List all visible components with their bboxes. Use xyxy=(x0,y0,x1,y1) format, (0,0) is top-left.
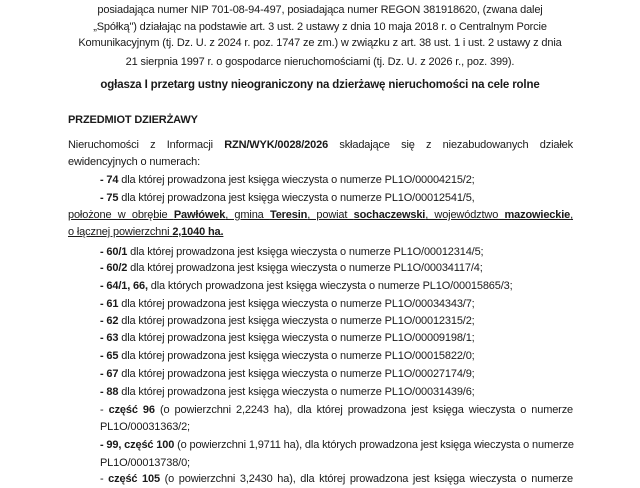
text-segment: - xyxy=(100,404,109,416)
bold-text: - 75 xyxy=(100,192,119,204)
parcel-item xyxy=(100,171,475,189)
bold-text: RZN/WYK/0028/2026 xyxy=(224,139,329,151)
text-segment: , xyxy=(570,209,574,221)
parcel-item xyxy=(100,436,573,454)
text-segment: dla której prowadzona jest księga wieczysta o numerze PL1O/00034117/4; xyxy=(127,262,483,274)
parcel-item xyxy=(100,312,475,330)
text-segment: „Spółką") działając na podstawie art. 3 ust. 2 ustawy z dnia 10 maja 2018 r. o Centralnym Porcie xyxy=(93,21,547,33)
bold-text: ogłasza I przetarg ustny nieograniczony na dzierżawę nieruchomości na cele rolne xyxy=(100,79,540,91)
text-segment: (o powierzchni 2,2243 ha), dla której prowadzona jest księga wieczysta o numerze xyxy=(154,404,574,416)
parcel-item xyxy=(100,295,475,313)
paragraph-line xyxy=(68,136,573,154)
intro-line xyxy=(60,1,580,19)
paragraph-line xyxy=(68,153,200,171)
text-segment: (o powierzchni 3,2430 ha), dla której prowadzona jest księga wieczysta o numerze xyxy=(159,473,573,485)
text-segment: dla której prowadzona jest księga wieczysta o numerze PL1O/00009198/1; xyxy=(118,332,475,344)
bold-text: PRZEDMIOT DZIERŻAWY xyxy=(68,114,198,126)
parcel-item xyxy=(100,347,475,365)
bold-text: - 60/1 xyxy=(100,246,128,258)
bold-text: Teresin xyxy=(269,209,308,221)
text-segment: PL1O/00013738/0; xyxy=(100,457,190,469)
text-segment: o łącznej powierzchni xyxy=(68,226,173,238)
text-segment: dla której prowadzona jest księga wieczysta o numerze PL1O/00027174/9; xyxy=(118,368,475,380)
section-heading xyxy=(68,111,198,129)
announcement-heading xyxy=(60,76,580,94)
parcel-item-cont xyxy=(100,418,190,436)
text-segment: 21 sierpnia 1997 r. o gospodarce nieruchomościami (tj. Dz. U. z 2026 r., poz. 399). xyxy=(125,56,515,68)
bold-text: - 61 xyxy=(100,298,119,310)
parcel-item xyxy=(100,383,475,401)
bold-text: - 64/1, 66, xyxy=(100,280,148,292)
bold-text: - 65 xyxy=(100,350,119,362)
text-segment: PL1O/00031363/2; xyxy=(100,421,190,433)
parcel-item xyxy=(100,470,573,488)
text-segment: Komunikacyjnym (tj. Dz. U. z 2024 r. poz. 1747 ze zm.) w związku z art. 38 ust. 1 i ust. 2 ustawy z dnia xyxy=(78,37,562,49)
bold-text: - 67 xyxy=(100,368,119,380)
text-segment: dla której prowadzona jest księga wieczysta o numerze PL1O/00012314/5; xyxy=(127,246,484,258)
text-segment: dla której prowadzona jest księga wieczysta o numerze PL1O/00012315/2; xyxy=(118,315,475,327)
parcel-item xyxy=(100,365,475,383)
text-segment: (o powierzchni 1,9711 ha), dla których prowadzona jest księga wieczysta o numerze xyxy=(174,439,574,451)
text-segment: dla której prowadzona jest księga wieczysta o numerze PL1O/00004215/2; xyxy=(118,174,475,186)
text-segment: dla której prowadzona jest księga wieczysta o numerze PL1O/00012541/5, xyxy=(118,192,475,204)
bold-text: 2,1040 ha. xyxy=(172,226,224,238)
text-segment: , powiat xyxy=(307,209,354,221)
bold-text: - 99, część 100 xyxy=(100,439,175,451)
intro-line xyxy=(60,53,580,71)
bold-text: sochaczewski xyxy=(353,209,426,221)
parcel-item xyxy=(100,189,475,207)
text-segment: posiadająca numer NIP 701-08-94-497, posiadająca numer REGON 381918620, (zwana dalej xyxy=(97,4,543,16)
bold-text: - 62 xyxy=(100,315,119,327)
text-segment: , gmina xyxy=(225,209,270,221)
bold-text: część 96 xyxy=(108,404,155,416)
bold-text: - 88 xyxy=(100,386,119,398)
bold-text: - 63 xyxy=(100,332,119,344)
text-segment: położone w obrębie xyxy=(68,209,174,221)
text-segment: - xyxy=(100,473,109,485)
total-area-line xyxy=(68,223,223,241)
bold-text: mazowieckie xyxy=(504,209,571,221)
text-segment: , województwo xyxy=(425,209,505,221)
text-segment: składające się z niezabudowanych działek xyxy=(328,139,573,151)
bold-text: Pawłówek xyxy=(173,209,226,221)
text-segment: ewidencyjnych o numerach: xyxy=(68,156,200,168)
text-segment: Nieruchomości z Informacji xyxy=(68,139,225,151)
bold-text: - 60/2 xyxy=(100,262,128,274)
intro-line xyxy=(60,34,580,52)
location-line xyxy=(68,206,573,224)
parcel-item xyxy=(100,401,573,419)
text-segment: dla której prowadzona jest księga wieczysta o numerze PL1O/00031439/6; xyxy=(118,386,475,398)
parcel-item xyxy=(100,259,483,277)
bold-text: część 105 xyxy=(108,473,160,485)
bold-text: - 74 xyxy=(100,174,119,186)
parcel-item xyxy=(100,277,513,295)
parcel-item xyxy=(100,329,475,347)
text-segment: dla której prowadzona jest księga wieczysta o numerze PL1O/00015822/0; xyxy=(118,350,475,362)
text-segment: dla których prowadzona jest księga wieczysta o numerze PL1O/00015865/3; xyxy=(147,280,513,292)
text-segment: dla której prowadzona jest księga wieczysta o numerze PL1O/00034343/7; xyxy=(118,298,475,310)
